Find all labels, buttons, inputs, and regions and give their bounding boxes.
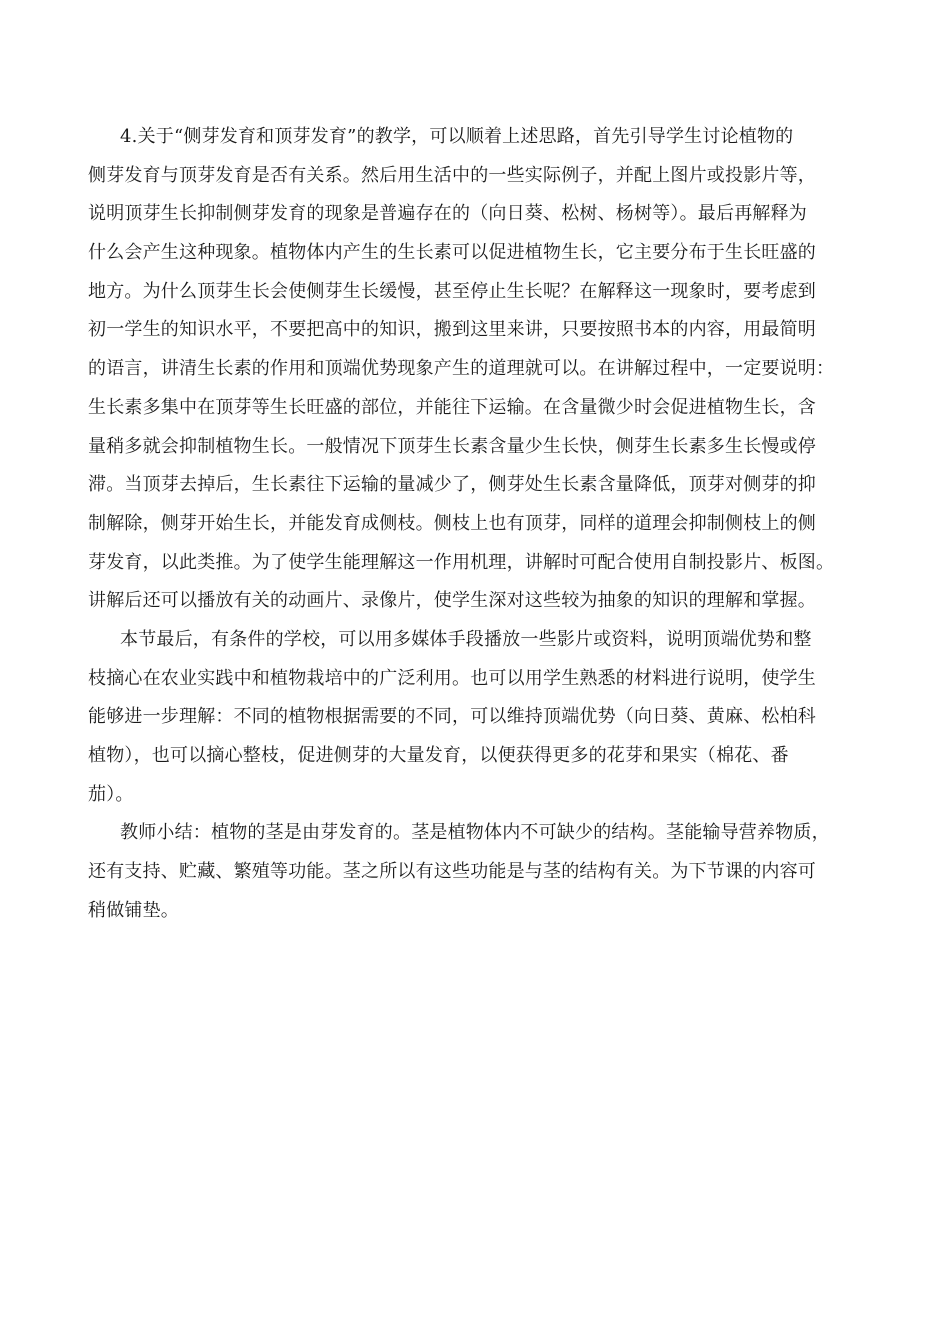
text-line: 生长素多集中在顶芽等生长旺盛的部位，并能往下运输。在含量微少时会促进植物生长，含 [88,396,816,418]
text-line: 讲解后还可以播放有关的动画片、录像片，使学生深对这些较为抽象的知识的理解和掌握。 [88,590,816,612]
text-line: 侧芽发育与顶芽发育是否有关系。然后用生活中的一些实际例子，并配上图片或投影片等， [88,164,816,186]
text-line: 教师小结：植物的茎是由芽发育的。茎是植物体内不可缺少的结构。茎能输导营养物质， [120,822,830,844]
text-line: 的语言，讲清生长素的作用和顶端优势现象产生的道理就可以。在讲解过程中，一定要说明： [88,358,835,380]
text-line: 植物），也可以摘心整枝，促进侧芽的大量发育，以便获得更多的花芽和果实（棉花、番 [88,745,789,766]
text-line: 什么会产生这种现象。植物体内产生的生长素可以促进植物生长，它主要分布于生长旺盛的 [88,242,816,264]
text-line: 地方。为什么顶芽生长会使侧芽生长缓慢，甚至停止生长呢？在解释这一现象时，要考虑到 [88,280,816,302]
paragraph-lateral-bud-teaching [88,118,864,621]
text-line: 茄）。 [88,783,134,805]
text-line: 滞。当顶芽去掉后，生长素往下运输的量减少了，侧芽处生长素含量降低，顶芽对侧芽的抑 [88,474,816,496]
text-line: 枝摘心在农业实践中和植物栽培中的广泛利用。也可以用学生熟悉的材料进行说明，使学生 [88,667,816,689]
text-line: 本节最后，有条件的学校，可以用多媒体手段播放一些影片或资料，说明顶端优势和整 [120,628,812,650]
text-line: 芽发育，以此类推。为了使学生能理解这一作用机理，讲解时可配合使用自制投影片、板图。 [88,551,835,573]
text-line: 稍做铺垫。 [88,899,179,921]
text-line: 能够进一步理解：不同的植物根据需要的不同，可以维持顶端优势（向日葵、黄麻、松柏科 [88,706,816,728]
document-body [88,118,864,930]
text-line: 还有支持、贮藏、繁殖等功能。茎之所以有这些功能是与茎的结构有关。为下节课的内容可 [88,861,816,883]
text-line: 制解除，侧芽开始生长，并能发育成侧枝。侧枝上也有顶芽，同样的道理会抑制侧枝上的侧 [88,512,816,534]
text-line: 量稍多就会抑制植物生长。一般情况下顶芽生长素含量少生长快，侧芽生长素多生长慢或停 [88,435,816,457]
text-line: 4.关于“侧芽发育和顶芽发育”的教学，可以顺着上述思路，首先引导学生讨论植物的 [120,126,794,147]
text-line: 初一学生的知识水平，不要把高中的知识，搬到这里来讲，只要按照书本的内容，用最简明 [88,319,816,341]
paragraph-teacher-summary [88,814,864,930]
text-line: 说明顶芽生长抑制侧芽发育的现象是普遍存在的（向日葵、松树、杨树等）。最后再解释为 [88,203,807,225]
paragraph-section-ending [88,621,864,814]
